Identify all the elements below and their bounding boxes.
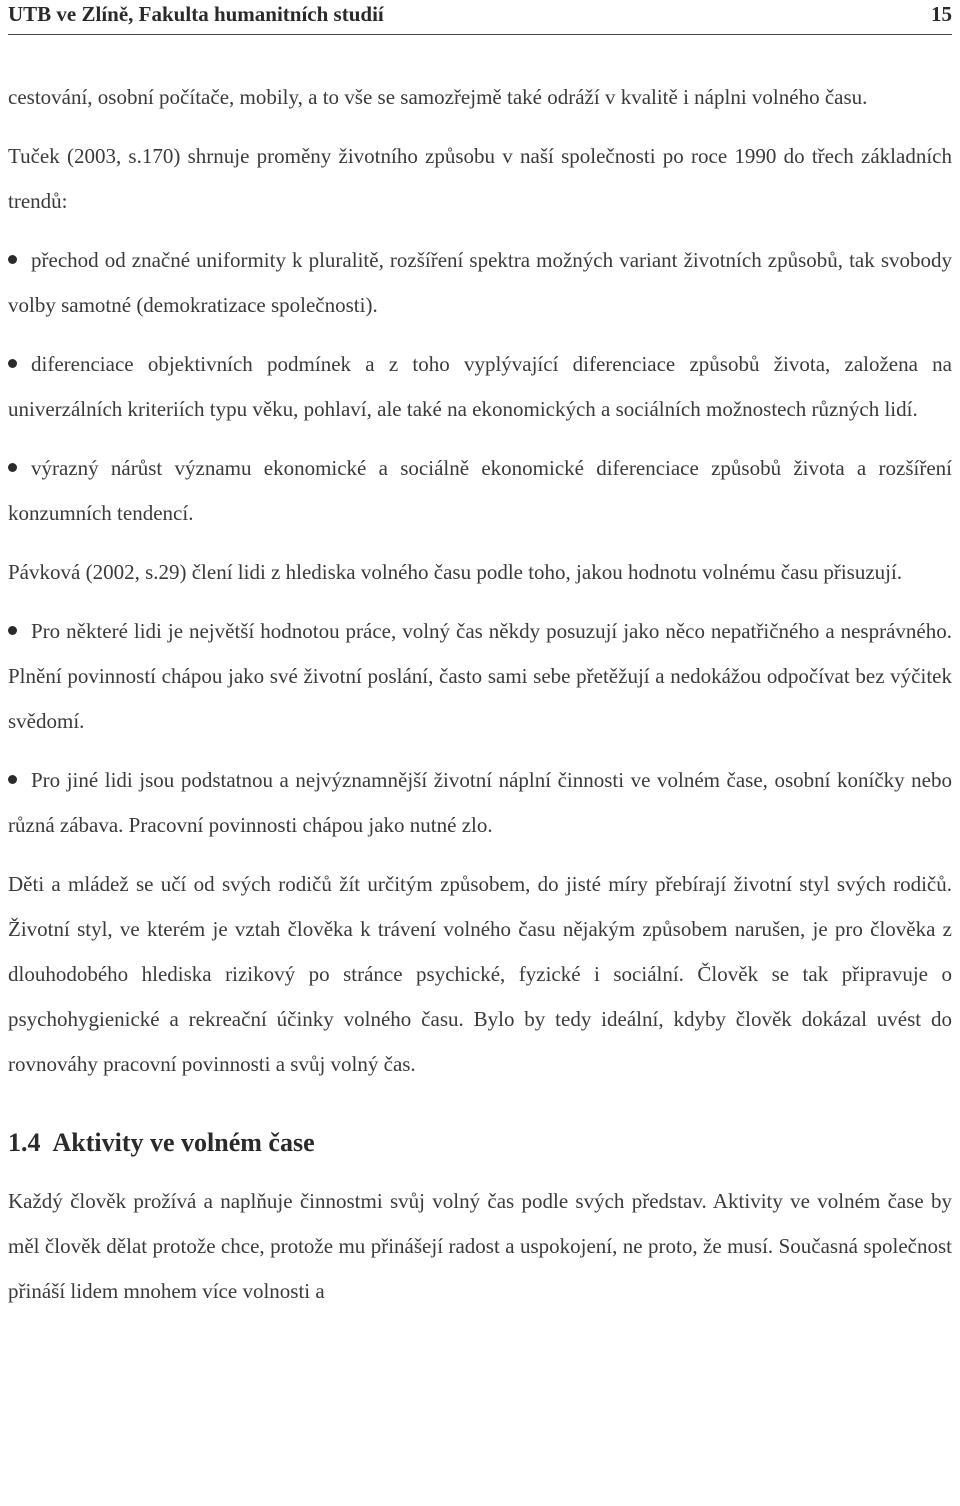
bullet-item-4-text: Pro některé lidi je největší hodnotou práce, volný čas někdy posuzují jako něco nepatřičného a nesprávného. Plnění povinností chápou jako své životní poslání, často sami sebe přetěžují a nedokážou odpočívat bez výčitek svědomí.: [8, 619, 952, 733]
bullet-icon: [8, 359, 17, 368]
bullet-item-1: [8, 238, 952, 328]
bullet-item-5-text: Pro jiné lidi jsou podstatnou a nejvýznamnější životní náplní činnosti ve volném čase, osobní koníčky nebo různá zábava. Pracovní povinnosti chápou jako nutné zlo.: [8, 768, 952, 837]
bullet-item-3-text: výrazný nárůst významu ekonomické a sociálně ekonomické diferenciace způsobů života a rozšíření konzumních tendencí.: [8, 456, 952, 525]
bullet-item-1-text: přechod od značné uniformity k pluralitě, rozšíření spektra možných variant životních způsobů, tak svobody volby samotné (demokratizace společnosti).: [8, 248, 952, 317]
page-header: [8, 0, 952, 35]
bullet-icon: [8, 255, 17, 264]
paragraph-1: cestování, osobní počítače, mobily, a to vše se samozřejmě také odráží v kvalitě i náplni volného času.: [8, 85, 868, 109]
bullet-item-2-text: diferenciace objektivních podmínek a z toho vyplývající diferenciace způsobů života, založena na univerzálních kriteriích typu věku, pohlaví, ale také na ekonomických a sociálních možnostech různých lidí.: [8, 352, 952, 421]
bullet-item-3: [8, 446, 952, 536]
paragraph-4: Děti a mládež se učí od svých rodičů žít určitým způsobem, do jisté míry přebírají životní styl svých rodičů. Životní styl, ve kterém je vztah člověka k trávení volného času nějakým způsobem narušen, je pro člověka z dlouhodobého hlediska rizikový po stránce psychické, fyzické i sociální. Člověk se tak připravuje o psychohygienické a rekreační účinky volného času. Bylo by tedy ideální, kdyby člověk dokázal uvést do rovnováhy pracovní povinnosti a svůj volný čas.: [8, 872, 952, 1076]
bullet-icon: [8, 463, 17, 472]
section-heading: [8, 1123, 952, 1163]
bullet-item-2: [8, 342, 952, 432]
section-title: Aktivity ve volném čase: [52, 1128, 315, 1157]
page-number: 15: [931, 2, 952, 26]
paragraph-2: Tuček (2003, s.170) shrnuje proměny životního způsobu v naší společnosti po roce 1990 do třech základních trendů:: [8, 144, 952, 213]
bullet-icon: [8, 626, 17, 635]
bullet-item-5: [8, 758, 952, 848]
bullet-item-4: [8, 609, 952, 744]
section-number: 1.4: [8, 1128, 41, 1157]
paragraph-5: Každý člověk prožívá a naplňuje činnostmi svůj volný čas podle svých představ. Aktivity ve volném čase by měl člověk dělat protože chce, protože mu přinášejí radost a uspokojení, ne proto, že musí. Současná společnost přináší lidem mnohem více volnosti a: [8, 1189, 952, 1303]
paragraph-3: Pávková (2002, s.29) člení lidi z hlediska volného času podle toho, jakou hodnotu volnému času přisuzují.: [8, 560, 903, 584]
body-text: [8, 75, 952, 1328]
header-title: UTB ve Zlíně, Fakulta humanitních studií: [8, 2, 384, 26]
bullet-icon: [8, 775, 17, 784]
